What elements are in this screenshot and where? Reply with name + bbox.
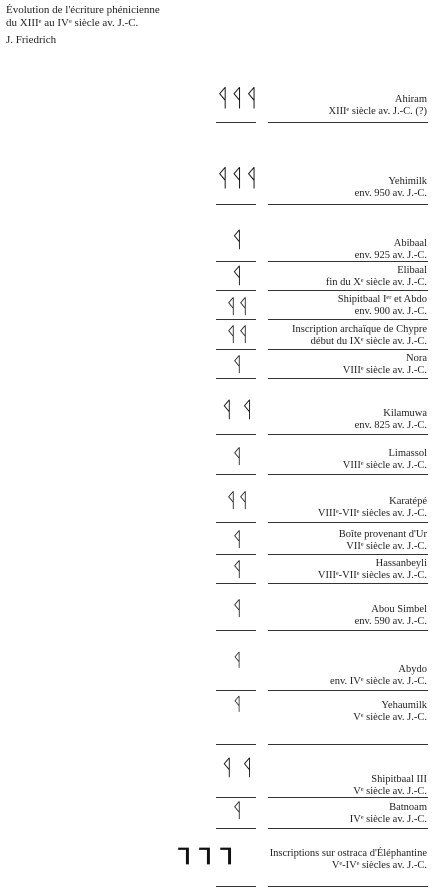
label-underline (268, 204, 428, 205)
entry-date: Vᵉ siècle av. J.-C. (353, 786, 427, 797)
entry-date: début du IXᵉ siècle av. J.-C. (310, 336, 427, 347)
label-underline (268, 434, 428, 435)
glyph-underline (216, 474, 256, 475)
entry-label (268, 265, 427, 289)
label-underline (268, 261, 428, 262)
entry-label (268, 238, 427, 262)
entry-label (268, 848, 427, 872)
label-underline (268, 290, 428, 291)
entry-date: VIIᵉ siècle av. J.-C. (346, 541, 427, 552)
glyph-underline (216, 522, 256, 523)
entry-date: IVᵉ siècle av. J.-C. (349, 814, 427, 825)
glyph: ᛩ (231, 527, 244, 551)
entry-label (268, 558, 427, 582)
entry-name: Inscription archaïque de Chypre (292, 324, 427, 335)
entry-name: Ahiram (394, 94, 427, 105)
label-underline (268, 744, 428, 745)
label-underline (268, 583, 428, 584)
glyph-underline (216, 204, 256, 205)
entry-date: env. IVᵉ siècle av. J.-C. (330, 676, 427, 687)
glyph: ᛩ (230, 228, 245, 253)
label-underline (268, 630, 428, 631)
glyph-underline (216, 319, 256, 320)
glyph-underline (216, 290, 256, 291)
label-underline (268, 797, 428, 798)
entry-name: Nora (406, 353, 427, 364)
glyph-underline (216, 583, 256, 584)
glyph-underline (216, 378, 256, 379)
glyph: ᛩᛩ (225, 488, 250, 512)
entry-label (268, 700, 427, 724)
label-underline (268, 522, 428, 523)
entry-name: Limassol (388, 448, 427, 459)
glyph: ᛩᛩ (225, 322, 250, 346)
glyph-underline (216, 554, 256, 555)
glyph-underline (216, 122, 256, 123)
title-line-1: Évolution de l'écriture phénicienne (6, 4, 160, 16)
glyph: ᛩ (232, 694, 243, 715)
entry-date: env. 925 av. J.-C. (354, 250, 427, 261)
glyph-underline (216, 886, 256, 887)
entry-name: Elibaal (397, 265, 427, 276)
label-underline (268, 378, 428, 379)
entry-date: VIIIᵉ siècle av. J.-C. (342, 460, 427, 471)
glyph: ᛩ (231, 444, 244, 468)
label-underline (268, 474, 428, 475)
entry-label (268, 94, 427, 118)
entry-name: Hassanbeyli (375, 558, 427, 569)
entry-date: env. 825 av. J.-C. (354, 420, 427, 431)
page-header (6, 4, 160, 47)
glyph: ᛩ (232, 650, 243, 671)
glyph: ᛩ ᛩ (220, 756, 255, 781)
glyph: ᛩ (231, 352, 244, 376)
glyph-underline (216, 630, 256, 631)
label-underline (268, 349, 428, 350)
label-underline (268, 122, 428, 123)
glyph: ᛩ (231, 798, 244, 822)
entry-name: Inscriptions sur ostraca d'Éléphantine (269, 848, 427, 859)
author: J. Friedrich (6, 34, 57, 46)
entry-date: Vᵉ-IVᵉ siècles av. J.-C. (331, 860, 427, 871)
label-underline (268, 554, 428, 555)
entry-name: Yehimilk (388, 176, 427, 187)
glyph-underline (216, 744, 256, 745)
entry-date: env. 590 av. J.-C. (354, 616, 427, 627)
label-underline (268, 886, 428, 887)
glyph: ᛩᛩᛩ (215, 84, 260, 112)
glyph-underline (216, 349, 256, 350)
glyph: ᒣ ᒣ ᒣ (177, 844, 233, 870)
entry-label (268, 604, 427, 628)
entry-label (268, 529, 427, 553)
glyph-underline (216, 828, 256, 829)
entry-name: Boîte provenant d'Ur (338, 529, 427, 540)
entry-date: Vᵉ siècle av. J.-C. (353, 712, 427, 723)
entry-label (268, 408, 427, 432)
entry-date: XIIIᵉ siècle av. J.-C. (?) (328, 106, 427, 117)
entry-name: Abibaal (393, 238, 427, 249)
entry-name: Yehaumilk (381, 700, 427, 711)
entry-label (268, 353, 427, 377)
entry-date: VIIIᵉ-VIIᵉ siècles av. J.-C. (317, 508, 427, 519)
glyph-underline (216, 690, 256, 691)
entry-name: Batnoam (389, 802, 427, 813)
glyph-underline (216, 261, 256, 262)
entry-name: Abou Simbel (371, 604, 427, 615)
glyph: ᛩ (231, 557, 244, 581)
title-line-2: du XIIIᵉ au IVᵉ siècle av. J.-C. (6, 17, 139, 29)
glyph: ᛩ ᛩ (220, 398, 255, 423)
entry-date: env. 950 av. J.-C. (354, 188, 427, 199)
entry-label (268, 664, 427, 688)
entry-name: Karatépé (389, 496, 427, 507)
glyph: ᛩᛩ (225, 294, 250, 318)
entry-label (268, 176, 427, 200)
entry-label (268, 324, 427, 348)
entry-name: Kilamuwa (383, 408, 427, 419)
entry-date: VIIIᵉ siècle av. J.-C. (342, 365, 427, 376)
entry-name: Shipitbaal III (371, 774, 427, 785)
label-underline (268, 828, 428, 829)
entry-date: env. 900 av. J.-C. (354, 306, 427, 317)
glyph-underline (216, 434, 256, 435)
label-underline (268, 319, 428, 320)
glyph: ᛩᛩᛩ (215, 164, 260, 192)
entry-date: fin du Xᵉ siècle av. J.-C. (325, 277, 427, 288)
entry-label (268, 802, 427, 826)
entry-date: VIIIᵉ-VIIᵉ siècles av. J.-C. (317, 570, 427, 581)
entry-label (268, 774, 427, 798)
label-underline (268, 690, 428, 691)
entry-name: Shipitbaal Iᵉʳ et Abdo (337, 294, 427, 305)
entry-label (268, 496, 427, 520)
glyph: ᛩ (231, 596, 244, 620)
entry-label (268, 448, 427, 472)
glyph: ᛩ (230, 264, 245, 289)
entry-name: Abydo (398, 664, 427, 675)
entry-label (268, 294, 427, 318)
